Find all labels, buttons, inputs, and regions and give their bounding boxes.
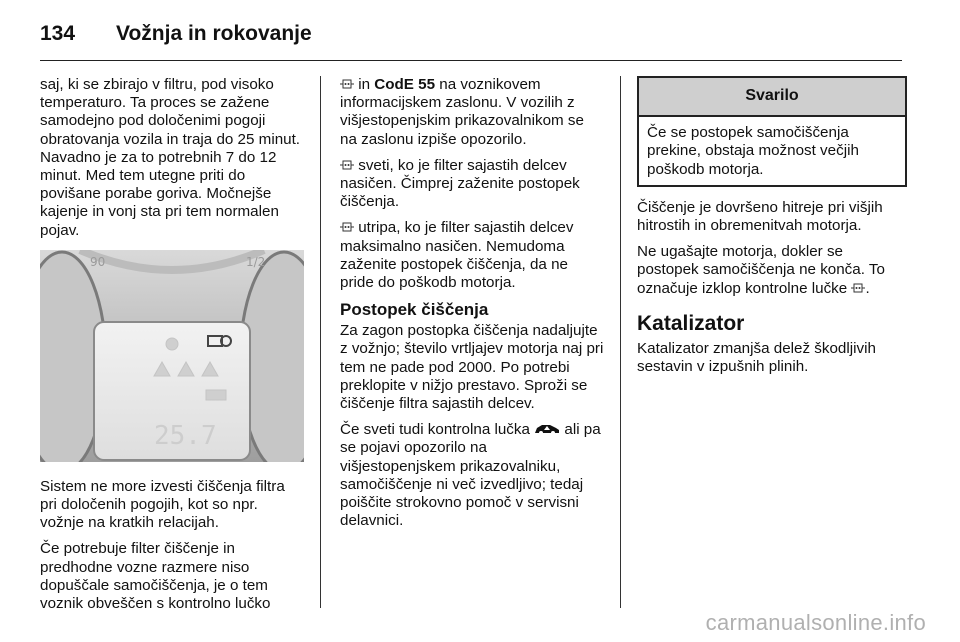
page-number: 134 — [40, 22, 76, 45]
text-run: Če sveti tudi kontrolna lučka — [340, 421, 535, 439]
warning-title: Svarilo — [639, 78, 905, 117]
speed-mark: 90 — [90, 254, 106, 269]
column-1 — [40, 76, 304, 621]
paragraph: saj, ki se zbirajo v filtru, pod visoko temperaturo. Ta proces se zažene samodejno pod določenimi pogoji obratovanja vozila in traja do 25 minut. Navadno je za to potrebnih 7 do 12 minut. Med tem utegne priti do povišane porabe goriva. Močnejše kajenje in vonj sta pri tem normalen pojav. — [40, 76, 301, 239]
paragraph: Čiščenje je dovršeno hitreje pri višjih hitrostih in obremenitvah motorja. — [637, 198, 883, 235]
paragraph: Katalizator zmanjša delež škodljivih sestavin v izpušnih plinih. — [637, 339, 876, 376]
column-divider-1 — [320, 76, 321, 608]
diesel-particulate-filter-icon — [340, 221, 354, 233]
column-divider-2 — [620, 76, 621, 608]
paragraph — [637, 243, 907, 298]
paragraph — [340, 157, 604, 212]
text-run: na voznikovem informacijskem zaslonu. V vozilih z višjestopenjskim prikazovalnikom se na zaslonu izpiše opozorilo. — [340, 76, 584, 148]
diesel-particulate-filter-icon — [851, 282, 865, 294]
paragraph — [340, 76, 604, 149]
section-heading: Postopek čiščenja — [340, 300, 489, 320]
column-3 — [637, 76, 907, 384]
paragraph: Za zagon postopka čiščenja nadaljujte z vožnjo; število vrtljajev motorja naj pri tem ne pade pod 2000. Po potrebi preklopite v nižjo prestavo. Sproži se čiščenje filtra sajastih delcev. — [340, 322, 604, 413]
text-run: in — [354, 76, 375, 93]
section-heading: Katalizator — [637, 311, 745, 335]
paragraph — [340, 421, 604, 530]
code-label: CodE 55 — [374, 76, 436, 93]
text-run: sveti, ko je filter sajastih delcev nasičen. Čimprej zaženite postopek čiščenja. — [340, 156, 580, 211]
display-value: 25.7 — [154, 420, 217, 451]
warning-box — [637, 76, 907, 187]
engine-warning-car-icon — [534, 423, 560, 435]
diesel-particulate-filter-icon — [340, 78, 354, 90]
watermark: carmanualsonline.info — [705, 610, 926, 635]
text-run: ali pa se pojavi opozorilo na višjestopenjskem prikazovalniku, samočiščenje ni več izvedljivo; tedaj poiščite strokovno pomoč v servisni delavnici. — [340, 421, 601, 530]
column-2 — [340, 76, 604, 538]
paragraph — [340, 219, 604, 292]
gauge-mark: 1/2 — [246, 254, 266, 269]
diesel-particulate-filter-icon — [340, 159, 354, 171]
paragraph: Če potrebuje filter čiščenje in predhodne vozne razmere niso dopuščale samočiščenja, je o tem voznik obveščen s kontrolno lučko — [40, 540, 271, 613]
text-run: Ne ugašajte motorja, dokler se postopek samočiščenja ne konča. To označuje izklop kontrolne lučke — [637, 243, 885, 297]
warning-text: Če se postopek samočiščenja prekine, obstaja možnost večjih poškodb motorja. — [647, 124, 859, 178]
paragraph: Sistem ne more izvesti čiščenja filtra pri določenih pogojih, kot so npr. vožnje na kratkih relacijah. — [40, 477, 285, 532]
page-title: Vožnja in rokovanje — [116, 22, 312, 45]
page-header — [40, 14, 920, 58]
instrument-cluster-photo — [40, 250, 304, 462]
header-divider — [40, 60, 902, 61]
text-run: utripa, ko je filter sajastih delcev maksimalno nasičen. Nemudoma zaženite postopek čiščenja, da ne pride do poškodb motorja. — [340, 219, 574, 292]
text-run: . — [865, 279, 870, 297]
